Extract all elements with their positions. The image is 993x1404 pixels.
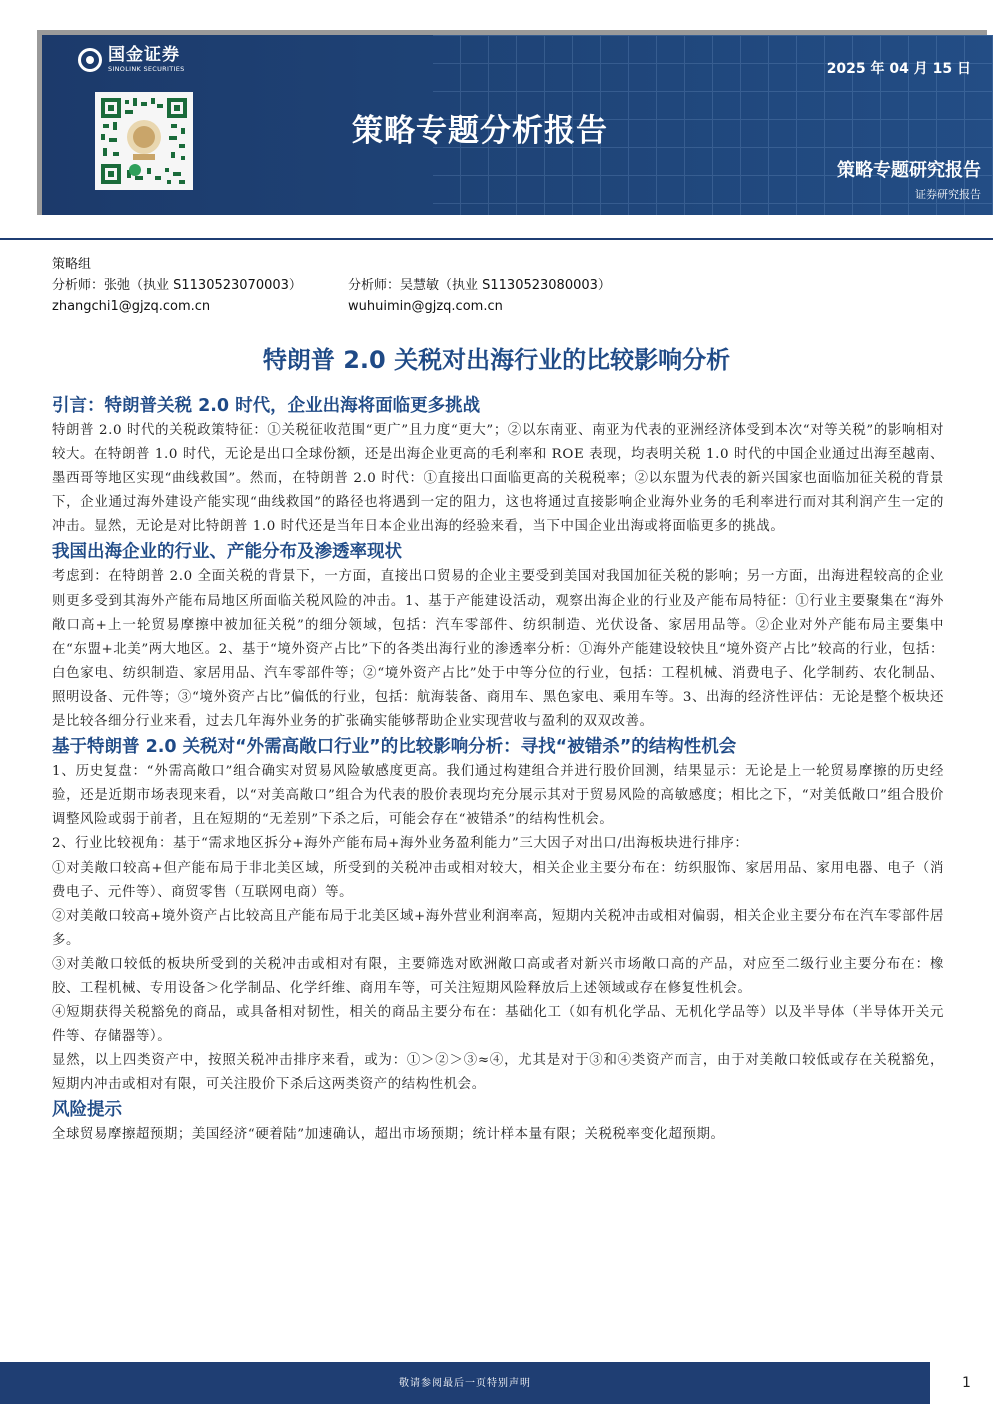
section-paragraph: 2、行业比较视角：基于“需求地区拆分+海外产能布局+海外业务盈利能力”三大因子对出口/出海板块进行排序： (52, 836, 749, 852)
analyst-2-email[interactable]: wuhuimin@gjzq.com.cn (348, 299, 503, 314)
section-paragraph: ②对美敞口较高+境外资产占比较高且产能布局于北美区域+海外营业利润率高，短期内关税冲击或相对偏弱，相关企业主要分布在汽车零部件居多。 (52, 908, 944, 948)
qr-code-icon (95, 92, 193, 190)
page-number: 1 (962, 1375, 971, 1391)
section-paragraph: ①对美敞口较高+但产能布局于非北美区域，所受到的关税冲击或相对较大，相关企业主要分布在：纺织服饰、家居用品、家用电器、电子（消费电子、元件等）、商贸零售（互联网电商）等。 (52, 860, 944, 900)
author-block (52, 254, 611, 317)
section-heading-intro: 引言：特朗普关税 2.0 时代，企业出海将面临更多挑战 (52, 396, 481, 416)
report-body (52, 393, 944, 1148)
report-subtitle: 策略专题研究报告 (837, 160, 981, 181)
document-title: 特朗普 2.0 关税对出海行业的比较影响分析 (262, 346, 731, 374)
analyst-2: 分析师：吴慧敏（执业 S1130523080003） (348, 278, 611, 293)
report-type-title: 策略专题分析报告 (352, 113, 608, 149)
section-heading-analysis: 基于特朗普 2.0 关税对“外需高敞口行业”的比较影响分析：寻找“被错杀”的结构性机会 (52, 737, 737, 758)
brand-logo-icon (78, 48, 102, 72)
section-paragraph: ④短期获得关税豁免的商品，或具备相对韧性，相关的商品主要分布在：基础化工（如有机化学品、无机化学品等）以及半导体（半导体开关元件等、存储器等）。 (52, 1005, 944, 1045)
section-heading-industry: 我国出海企业的行业、产能分布及渗透率现状 (52, 542, 402, 563)
analyst-1: 分析师：张弛（执业 S1130523070003） (52, 278, 302, 293)
section-heading-risk: 风险提示 (52, 1100, 122, 1121)
brand-logo (78, 47, 185, 73)
team-name: 策略组 (52, 257, 92, 272)
section-paragraph: ③对美敞口较低的板块所受到的关税冲击或相对有限，主要筛选对欧洲敞口高或者对新兴市场敞口高的产品，对应至二级行业主要分布在：橡胶、工程机械、专用设备＞化学制品、化学纤维、商用车等，可关注短期风险释放后上述领域或存在修复性机会。 (52, 956, 944, 996)
brand-name-cn: 国金证券 (108, 45, 180, 65)
section-paragraph: 显然，以上四类资产中，按照关税冲击排序来看，或为：①＞②＞③≈④，尤其是对于③和④类资产而言，由于对美敞口较低或存在关税豁免，短期内冲击或相对有限，可关注股价下杀后这两类资产的结构性机会。 (52, 1053, 944, 1093)
brand-name-en: SINOLINK SECURITIES (108, 65, 185, 73)
section-paragraph: 1、历史复盘：“外需高敞口”组合确实对贸易风险敏感度更高。我们通过构建组合并进行股价回测，结果显示：无论是上一轮贸易摩擦的历史经验，还是近期市场表现来看，以“对美高敞口”组合为代表的股价表现均充分展示其对于贸易风险的高敏感度；相比之下，“对美低敞口”组合股价调整风险或弱于前者，且在短期的“无差别”下杀之后，可能会存在“被错杀”的结构性机会。 (52, 764, 944, 828)
report-date: 2025 年 04 月 15 日 (826, 61, 971, 77)
footer-disclaimer-link[interactable]: 敬请参阅最后一页特别声明 (399, 1378, 531, 1389)
analyst-1-email[interactable]: zhangchi1@gjzq.com.cn (52, 299, 211, 314)
header-divider (0, 238, 993, 240)
report-category-note: 证券研究报告 (915, 188, 981, 201)
section-paragraph: 考虑到：在特朗普 2.0 全面关税的背景下，一方面，直接出口贸易的企业主要受到美国对我国加征关税的影响；另一方面，出海进程较高的企业则更多受到其海外产能布局地区所面临关税风险的冲击。1、基于产能建设活动，观察出海企业的行业及产能布局特征：①行业主要聚集在“海外敞口高+上一轮贸易摩擦中被加征关税”的细分领域，包括：汽车零部件、纺织制造、光伏设备、家居用品等。②企业对外产能布局主要集中在“东盟+北美”两大地区。2、基于“境外资产占比”下的各类出海行业的渗透率分析：①海外产能建设较快且“境外资产占比”较高的行业，包括：白色家电、纺织制造、家居用品、汽车零部件等；②“境外资产占比”处于中等分位的行业，包括：工程机械、消费电子、化学制药、农化制品、照明设备、元件等；③“境外资产占比”偏低的行业，包括：航海装备、商用车、黑色家电、乘用车等。3、出海的经济性评估：无论是整个板块还是比较各细分行业来看，过去几年海外业务的扩张确实能够帮助企业实现营收与盈利的双双改善。 (52, 569, 944, 730)
section-paragraph: 特朗普 2.0 时代的关税政策特征：①关税征收范围“更广”且力度“更大”；②以东南亚、南亚为代表的亚洲经济体受到本次“对等关税”的影响相对较大。在特朗普 1.0 时代，无论是出口全球份额，还是出海企业更高的毛利率和 ROE 表现，均表明关税 1.0 时代的中国企业通过出海至越南、墨西哥等地区实现“曲线救国”。然而，在特朗普 2.0 时代：①直接出口面临更高的关税税率；②以东盟为代表的新兴国家也面临加征关税的背景下，企业通过海外建设产能实现“曲线救国”的路径也将遇到一定的阻力，这也将通过直接影响企业海外业务的毛利率进行而对其利润产生一定的冲击。显然，无论是对比特朗普 1.0 时代还是当年日本企业出海的经验来看，当下中国企业出海或将面临更多的挑战。 (52, 423, 944, 535)
section-paragraph: 全球贸易摩擦超预期；美国经济“硬着陆”加速确认，超出市场预期；统计样本量有限；关税税率变化超预期。 (52, 1127, 725, 1143)
